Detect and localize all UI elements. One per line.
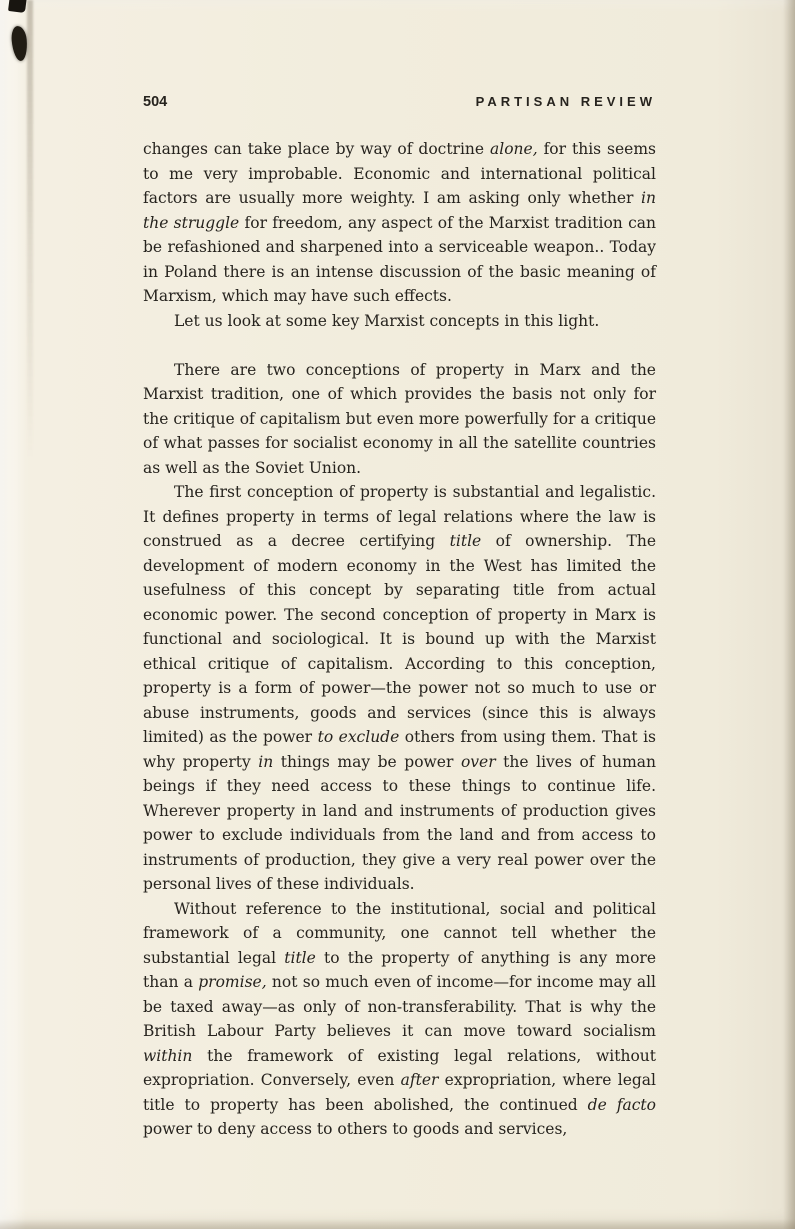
italic-text-run: title xyxy=(284,948,316,967)
paragraph xyxy=(143,137,656,309)
scan-edge-shadow-right xyxy=(783,0,795,1229)
scan-artifact-mark xyxy=(8,0,27,13)
text-run: for freedom, any aspect of the Marxist tradition can be refashioned and sharpened into a serviceable weapon.. Today in Poland there is an intense discussion of the basic meaning of Marxism, which may have such effects. xyxy=(143,213,656,305)
text-run: expropriation, where legal title to property has been abolished, the continued xyxy=(143,1071,656,1114)
italic-text-run: within xyxy=(143,1046,193,1065)
italic-text-run: to exclude xyxy=(317,728,400,746)
text-run: of ownership. The development of modern economy in the West has limited the usefulness of this concept by separating title from actual economic power. The second conception of property in Marx is functional and sociological. It is bound up with the Marxist ethical critique of capitalism. According to this conception, property is a form of power—the power not so much to use or abuse instruments, goods and services (since this is always limited) as the power xyxy=(143,532,656,746)
text-run: changes can take place by way of doctrine xyxy=(143,140,491,158)
italic-text-run: in xyxy=(258,752,274,771)
scan-edge-highlight xyxy=(0,0,26,1229)
page-text xyxy=(143,137,656,1142)
italic-text-run: in the struggle xyxy=(143,189,656,232)
italic-text-run: over xyxy=(460,752,496,771)
journal-title: PARTISAN REVIEW xyxy=(475,94,656,109)
paragraph xyxy=(143,897,656,1142)
paragraph xyxy=(143,480,656,897)
running-head xyxy=(143,94,656,110)
scan-binding-crease xyxy=(27,0,33,460)
scan-edge-shadow-bottom xyxy=(0,1219,795,1229)
text-run: the lives of human beings if they need access to these things to continue life. Wherever property in land and instruments of production gives power to exclude individuals from the land and from access to instruments of production, they give a very real power over the personal lives of these individuals. xyxy=(143,752,656,893)
italic-text-run: de facto xyxy=(587,1095,656,1114)
paragraph xyxy=(143,309,656,334)
italic-text-run: title xyxy=(449,532,482,550)
text-run: Let us look at some key Marxist concepts in this light. xyxy=(174,311,600,330)
italic-text-run: promise, xyxy=(198,973,267,991)
text-run: for this seems to me very improbable. Economic and international political factors are usually more weighty. I am asking only whether xyxy=(143,140,656,207)
text-run: Without reference to the institutional, social and political framework of a community, one cannot tell whether the substantial legal xyxy=(143,899,656,967)
italic-text-run: alone, xyxy=(490,140,538,158)
text-run: the framework of existing legal relations, without expropriation. Conversely, even xyxy=(143,1046,656,1089)
text-run: others from using them. That is why property xyxy=(143,728,656,771)
paragraph xyxy=(143,358,656,481)
page-number: 504 xyxy=(143,94,168,110)
text-run: There are two conceptions of property in Marx and the Marxist tradition, one of which provides the basis not only for the critique of capitalism but even more powerfully for a critique of what passes for socialist economy in all the satellite countries as well as the Soviet Union. xyxy=(143,360,656,477)
italic-text-run: after xyxy=(400,1071,439,1089)
text-run: things may be power xyxy=(273,752,461,771)
text-run: to the property of anything is any more than a xyxy=(143,948,656,991)
text-run: power to deny access to others to goods and services, xyxy=(143,1120,568,1138)
text-run: not so much even of income—for income may all be taxed away—as only of non-transferability. That is why the British Labour Party believes it can move toward socialism xyxy=(143,973,656,1040)
text-run: The first conception of property is substantial and legalistic. It defines property in terms of legal relations where the law is construed as a decree certifying xyxy=(143,483,656,550)
